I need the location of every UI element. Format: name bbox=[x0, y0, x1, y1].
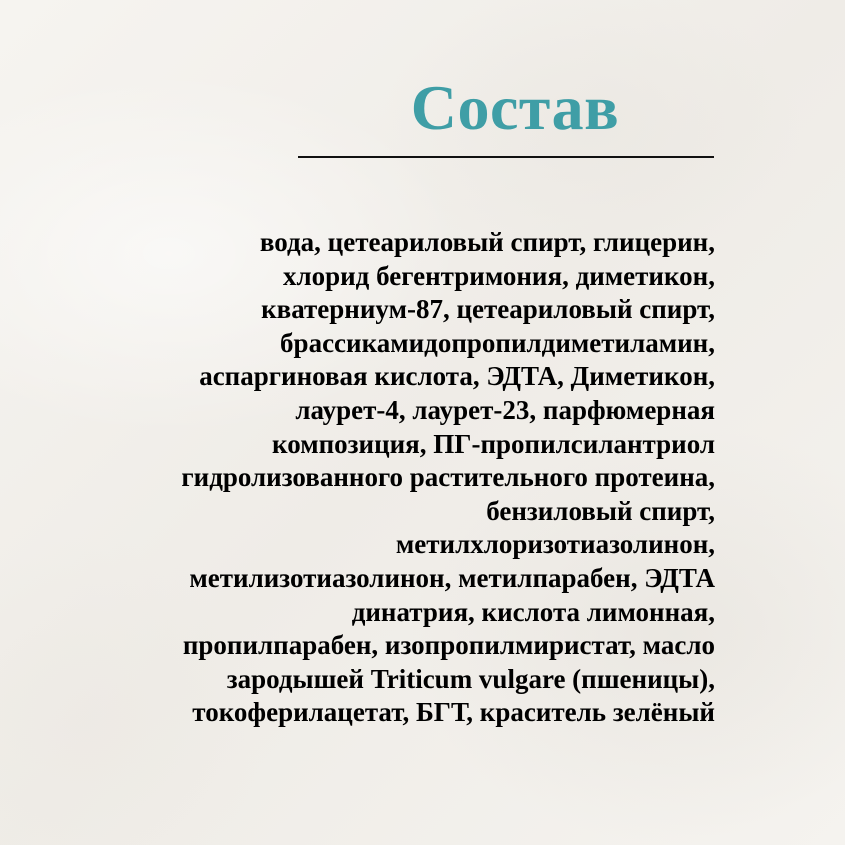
ingredients-line: метилхлоризотиазолинон, bbox=[395, 529, 715, 560]
ingredients-line: брассикамидопропилдиметиламин, bbox=[280, 327, 715, 358]
ingredients-line: кватерниум-87, цетеариловый спирт, bbox=[261, 294, 715, 325]
ingredients-line: гидролизованного растительного протеина, bbox=[181, 462, 715, 493]
ingredients-line: композиция, ПГ-пропилсилантриол bbox=[272, 428, 715, 459]
ingredients-line: динатрия, кислота лимонная, bbox=[351, 596, 715, 627]
title-divider bbox=[298, 156, 714, 158]
ingredients-line: лаурет-4, лаурет-23, парфюмерная bbox=[295, 394, 715, 425]
ingredients-line: бензиловый спирт, bbox=[486, 495, 715, 526]
ingredients-line: метилизотиазолинон, метилпарабен, ЭДТА bbox=[189, 562, 715, 593]
ingredients-line: вода, цетеариловый спирт, глицерин, bbox=[259, 227, 715, 257]
ingredients-line: пропилпарабен, изопропилмиристат, масло bbox=[182, 630, 715, 661]
ingredients-list bbox=[55, 226, 715, 730]
ingredients-line: хлорид бегентримония, диметикон, bbox=[282, 260, 715, 291]
ingredients-line: зародышей Triticum vulgare (пшеницы), bbox=[226, 663, 715, 694]
page-title: Состав bbox=[410, 72, 620, 143]
ingredients-line: токоферилацетат, БГТ, краситель зелёный bbox=[192, 697, 715, 728]
ingredients-line: аспаргиновая кислота, ЭДТА, Диметикон, bbox=[199, 361, 715, 392]
